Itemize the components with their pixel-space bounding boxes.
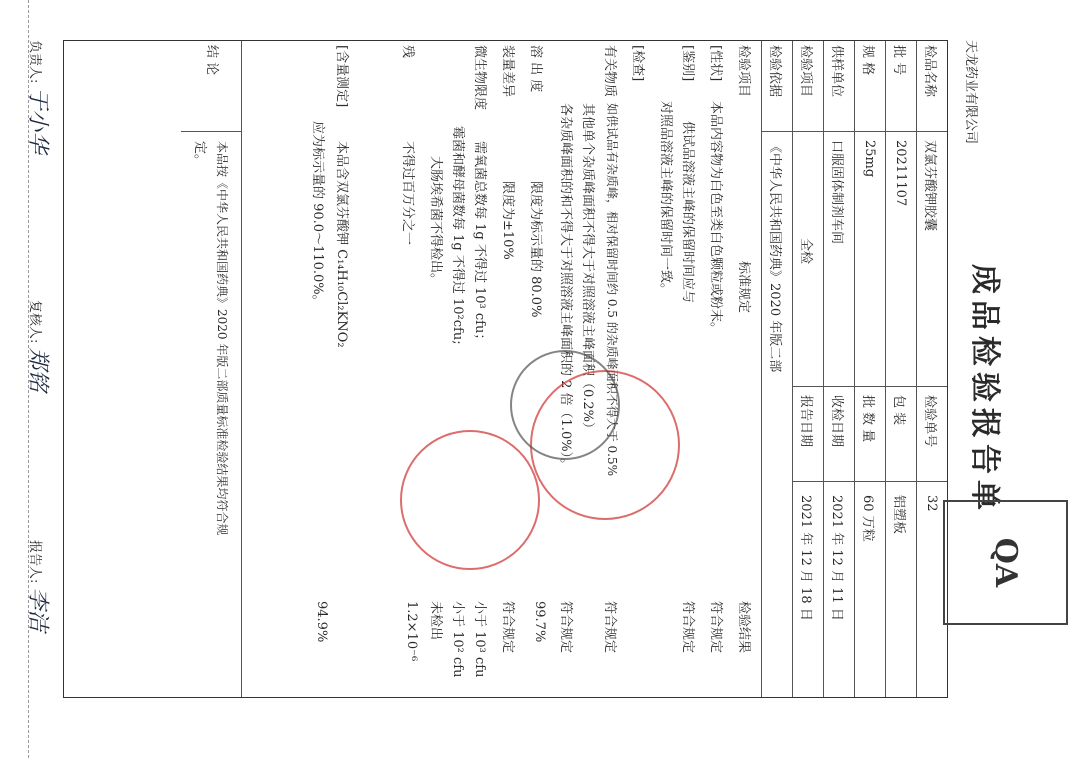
- label: 检验单号: [922, 395, 938, 448]
- item-impurities: 有关物质: [602, 45, 617, 98]
- red-seal-2: [400, 430, 540, 570]
- col-head-result: 检验结果: [736, 601, 751, 654]
- label: 规 格: [860, 45, 876, 76]
- std-identification-2: 对照品溶液主峰的保留时间一致。: [658, 101, 673, 297]
- res-weight-variation: 符合规定: [500, 601, 515, 654]
- reporter-signature: 李洁: [25, 587, 50, 632]
- std-assay: 本品含双氯芬酸钾 C₁₄H₁₀Cl₂KNO₂: [334, 141, 349, 348]
- item-appearance: [性状]: [708, 45, 723, 82]
- company-name: 天龙药业有限公司: [963, 40, 978, 145]
- conclusion-text: 本品按《中华人民共和国药典》2020 年版二部质量标准检验结果均符合规: [215, 141, 229, 536]
- item-residual: 残: [400, 45, 415, 59]
- supplier: 口服固体制剂车间: [829, 140, 845, 245]
- qa-stamp: QA: [943, 500, 1068, 625]
- res-residual: 1.2×10⁻⁶: [404, 601, 419, 662]
- conclusion-text-2: 定。: [192, 141, 207, 168]
- head-signature: 于小华: [25, 87, 50, 154]
- batch-quantity: 60 万粒: [860, 495, 876, 542]
- specification: 25mg: [862, 140, 878, 178]
- res-microbial: 小于 10³ cfu: [472, 601, 487, 678]
- label: 收检日期: [829, 395, 845, 448]
- item-microbial: 微生物限度: [472, 45, 487, 111]
- std-assay-2: 应为标示量的 90.0～110.0%。: [310, 121, 325, 308]
- col-head-standard: 标准规定: [736, 261, 751, 314]
- product-name: 双氯芬酸钾胶囊: [922, 140, 938, 232]
- std-identification: 供试品溶液主峰的保留时间应与: [680, 121, 695, 304]
- item-tests: [检查]: [630, 45, 645, 82]
- report-date: 2021 年 12 月 18 日: [798, 495, 814, 621]
- std-impurities: 如供试品有杂质峰，相对保留时间约 0.5 的杂质峰面积不得大于 0.5%: [605, 103, 619, 477]
- conclusion-label: 结 论: [204, 45, 219, 76]
- label: 检品名称: [922, 45, 938, 98]
- res-identification: 符合规定: [680, 601, 695, 654]
- batch-no: 20211107: [893, 140, 909, 207]
- info-row-2: [885, 41, 916, 697]
- label: 报告日期: [798, 395, 814, 448]
- label: 批 数 量: [860, 395, 876, 443]
- sign-reporter: 报告人: 李洁: [25, 540, 50, 632]
- info-row-3: [854, 41, 885, 697]
- label: 检验依据: [767, 45, 783, 98]
- std-residual: 不得过百万分之一: [400, 141, 415, 246]
- reviewer-signature: 郑铭: [25, 347, 50, 392]
- conclusion-row: [181, 41, 241, 697]
- info-row-6: [761, 41, 792, 697]
- item-dissolution: 溶 出 度: [528, 45, 543, 93]
- sign-reviewer: 复核人: 郑铭: [25, 300, 50, 392]
- info-row-4: [823, 41, 854, 697]
- test-scope: 全检: [798, 237, 814, 264]
- qc-seal: [510, 350, 620, 460]
- received-date: 2021 年 12 月 11 日: [829, 495, 845, 621]
- sign-head: 负责人: 于小华: [25, 40, 50, 154]
- label: 批 号: [891, 45, 907, 76]
- std-dissolution: 限度为标示量的 80.0%: [528, 181, 543, 318]
- std-microbial: 需氧菌总数每 1g 不得过 10³ cfu；: [472, 141, 487, 347]
- inspection-report: [10, 40, 1023, 740]
- res-microbial-2: 小于 10² cfu: [450, 601, 465, 678]
- res-impurities-2: 符合规定: [558, 601, 573, 654]
- std-microbial-3: 大肠埃希菌不得检出。: [428, 156, 443, 287]
- res-impurities: 符合规定: [602, 601, 617, 654]
- res-appearance: 符合规定: [708, 601, 723, 654]
- test-basis: 《中华人民共和国药典》2020 年版二部: [767, 140, 783, 373]
- info-row-5: [792, 41, 823, 697]
- item-assay: [含量测定]: [334, 45, 349, 108]
- std-impurities-2: 其他单个杂质峰面积不得大于对照溶液主峰面积（0.2%）: [580, 103, 595, 436]
- label: 供样单位: [829, 45, 845, 98]
- res-dissolution: 99.7%: [532, 601, 547, 643]
- res-assay: 94.9%: [314, 601, 329, 643]
- package: 铝塑板: [891, 495, 907, 535]
- std-impurities-3: 各杂质峰面积的和不得大于对照溶液主峰面积的 2 倍（1.0%）。: [558, 103, 573, 472]
- res-microbial-3: 未检出: [428, 601, 443, 641]
- col-head-item: 检验项目: [736, 45, 751, 98]
- item-weight-variation: 装量差异: [500, 45, 515, 98]
- report-no: 32: [924, 495, 940, 512]
- std-weight-variation: 限度为±10%: [500, 181, 515, 260]
- std-appearance: 本品内容物为白色至类白色颗粒或粉末。: [708, 101, 723, 336]
- report-table: [63, 40, 948, 698]
- report-title: 成品检验报告单: [967, 264, 1002, 516]
- label: 包 装: [891, 395, 907, 426]
- item-identification: [鉴别]: [680, 45, 695, 82]
- std-microbial-2: 霉菌和酵母菌数每 1g 不得过 10²cfu;: [450, 126, 465, 345]
- label: 检验项目: [798, 45, 814, 98]
- results-section: [241, 41, 761, 697]
